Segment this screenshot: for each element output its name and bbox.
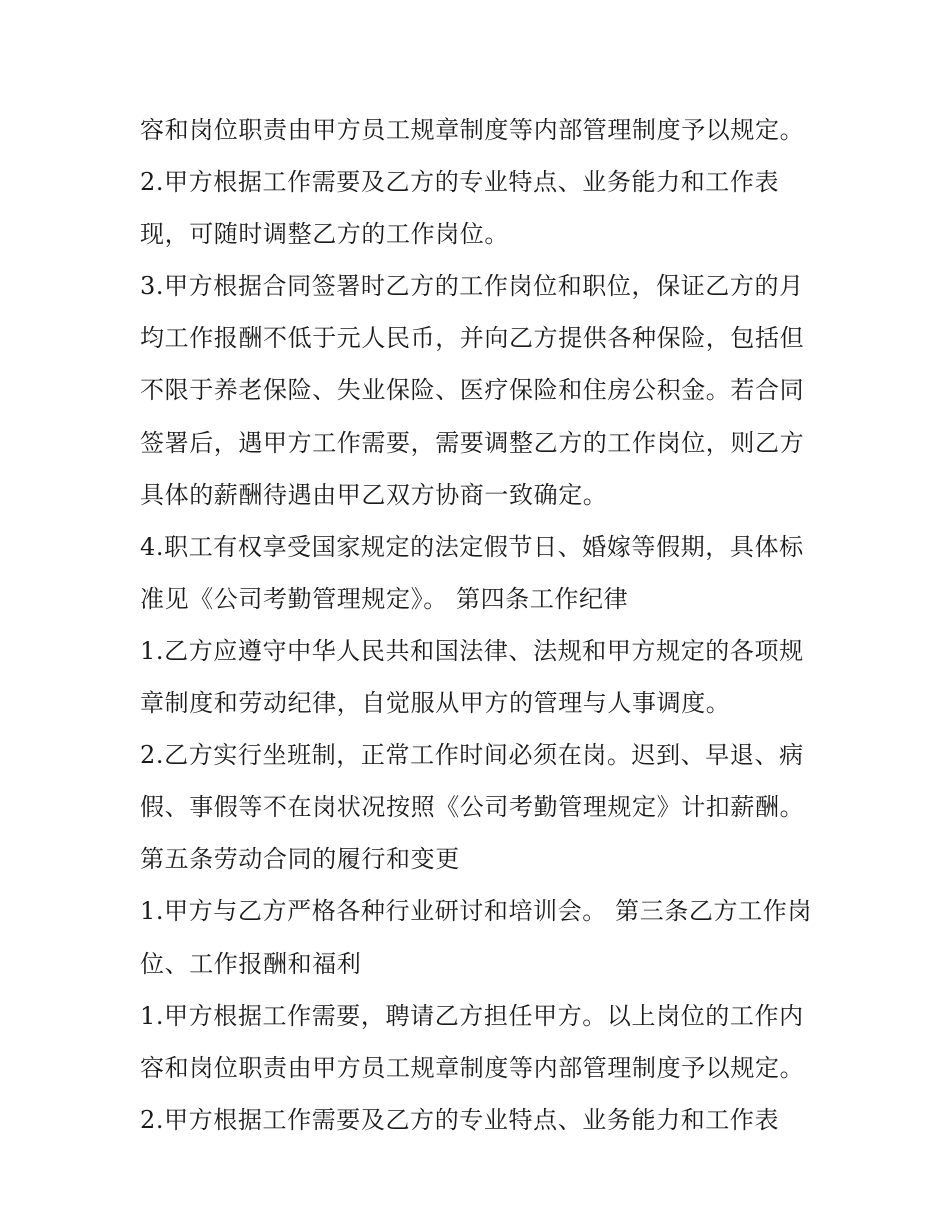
text-line: 2.甲方根据工作需要及乙方的专业特点、业务能力和工作表	[140, 168, 780, 197]
text-line: 1.甲方与乙方严格各种行业研讨和培训会。 第三条乙方工作岗	[140, 897, 812, 926]
document-body	[140, 104, 840, 1146]
text-line: 准见《公司考勤管理规定》。 第四条工作纪律	[140, 584, 629, 613]
text-line: 1.甲方根据工作需要，聘请乙方担任甲方。以上岗位的工作内	[140, 1001, 804, 1030]
text-line: 3.甲方根据合同签署时乙方的工作岗位和职位，保证乙方的月	[140, 272, 804, 301]
text-line: 4.职工有权享受国家规定的法定假节日、婚嫁等假期，具体标	[140, 532, 804, 561]
text-line: 现，可随时调整乙方的工作岗位。	[140, 220, 509, 249]
text-line: 2.乙方实行坐班制，正常工作时间必须在岗。迟到、早退、病	[140, 741, 804, 770]
text-line: 均工作报酬不低于元人民币，并向乙方提供各种保险，包括但	[140, 324, 805, 353]
text-line: 签署后，遇甲方工作需要，需要调整乙方的工作岗位，则乙方	[140, 428, 805, 457]
text-line: 1.乙方应遵守中华人民共和国法律、法规和甲方规定的各项规	[140, 636, 804, 665]
text-line: 章制度和劳动纪律，自觉服从甲方的管理与人事调度。	[140, 689, 731, 718]
text-line: 容和岗位职责由甲方员工规章制度等内部管理制度予以规定。	[140, 1053, 805, 1082]
text-line: 假、事假等不在岗状况按照《公司考勤管理规定》计扣薪酬。	[140, 793, 805, 822]
text-line: 2.甲方根据工作需要及乙方的专业特点、业务能力和工作表	[140, 1105, 780, 1134]
text-line: 不限于养老保险、失业保险、医疗保险和住房公积金。若合同	[140, 376, 805, 405]
text-line: 位、工作报酬和福利	[140, 949, 362, 978]
text-line: 第五条劳动合同的履行和变更	[140, 845, 460, 874]
text-line: 容和岗位职责由甲方员工规章制度等内部管理制度予以规定。	[140, 116, 805, 144]
text-line: 具体的薪酬待遇由甲乙双方协商一致确定。	[140, 480, 608, 509]
